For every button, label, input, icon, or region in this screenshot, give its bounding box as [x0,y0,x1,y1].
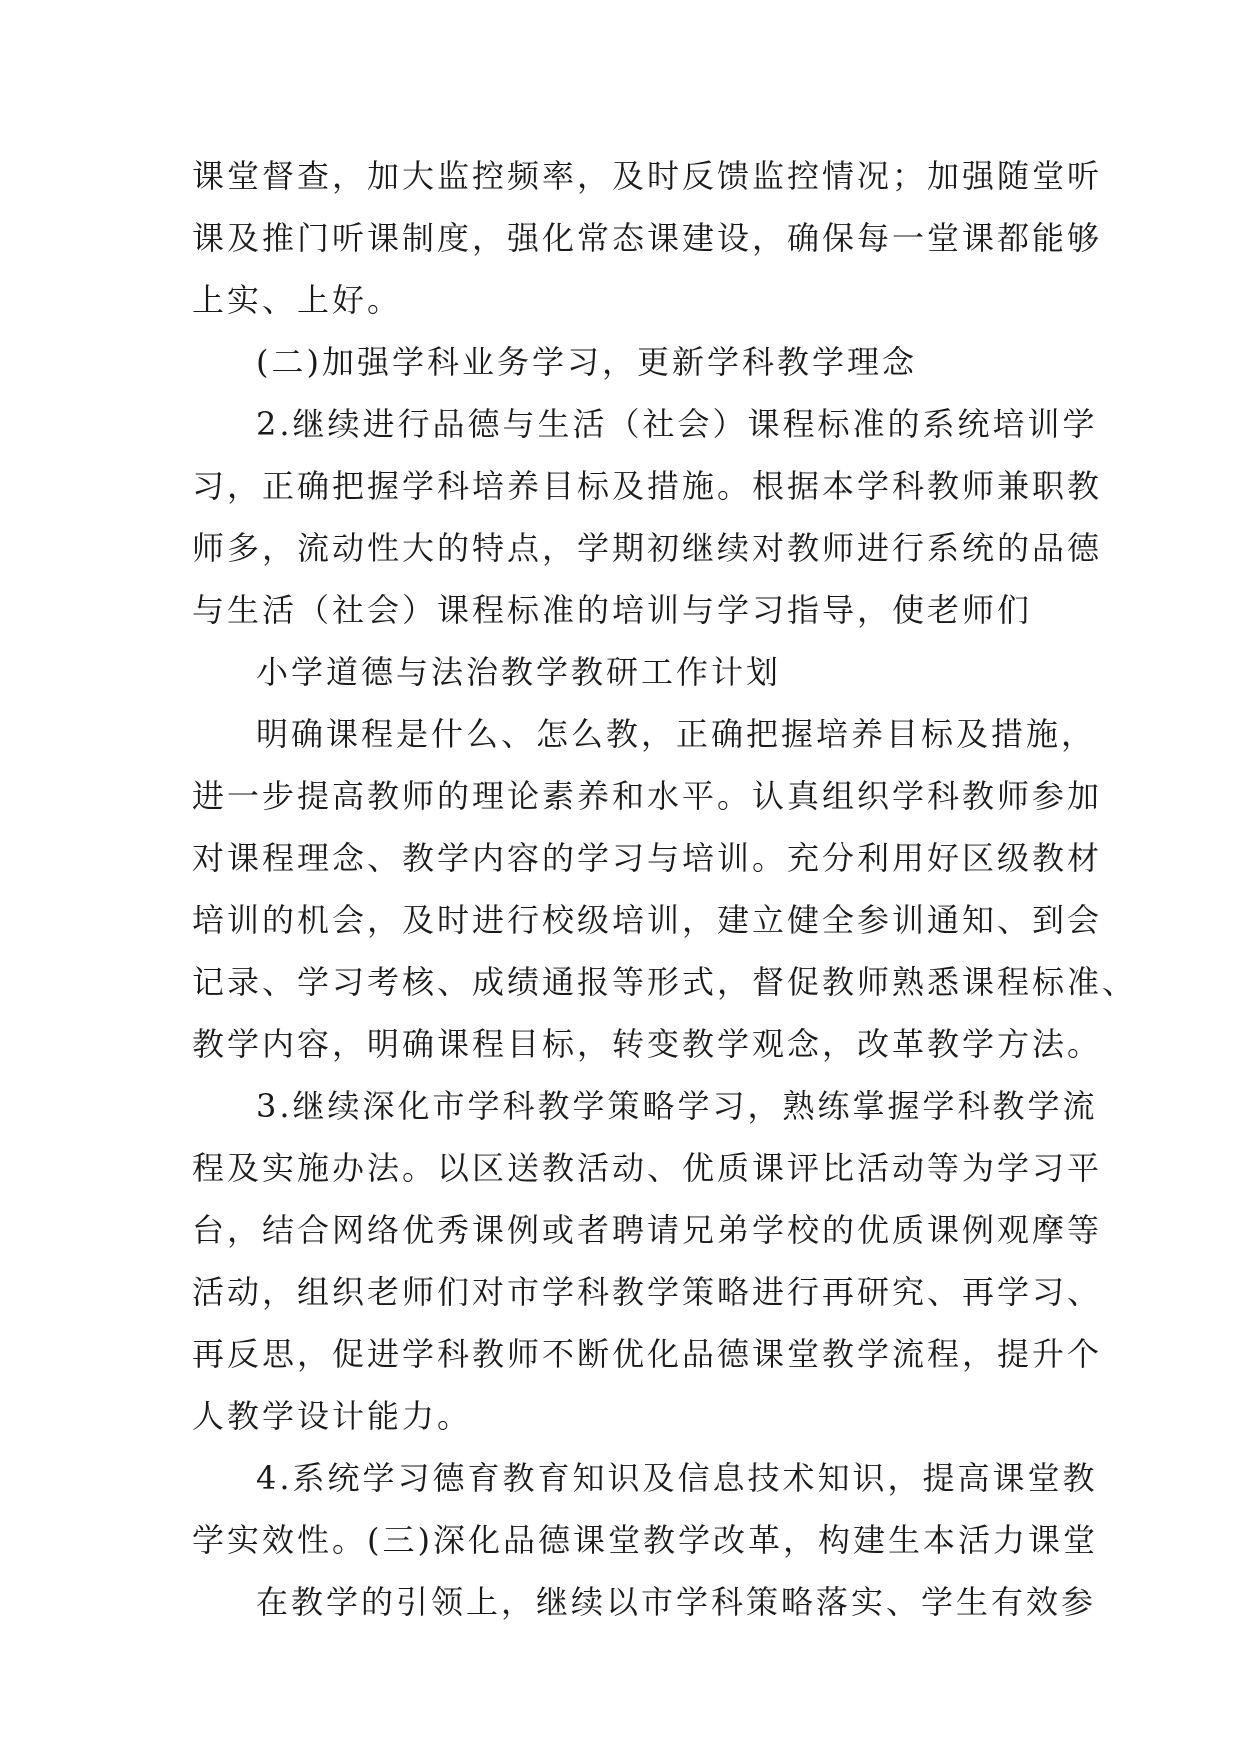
text-line: 再反思，促进学科教师不断优化品德课堂教学流程，提升个 [192,1335,1103,1373]
text-line: 习，正确把握学科培养目标及措施。根据本学科教师兼职教 [192,467,1103,505]
document-title: 小学道德与法治教学教研工作计划 [256,653,782,691]
text-line: 人教学设计能力。 [192,1397,473,1435]
text-line: 进一步提高教师的理论素养和水平。认真组织学科教师参加 [192,777,1103,815]
text-line: 师多，流动性大的特点，学期初继续对教师进行系统的品德 [192,529,1103,567]
text-line: 明确课程是什么、怎么教，正确把握培养目标及措施， [256,715,1097,753]
section-heading: (二)加强学科业务学习，更新学科教学理念 [256,343,917,381]
text-line: 上实、上好。 [192,281,403,319]
text-line: 3.继续深化市学科教学策略学习，熟练掌握学科教学流 [256,1087,1098,1125]
text-line: 课及推门听课制度，强化常态课建设，确保每一堂课都能够 [192,219,1103,257]
text-line: 在教学的引领上，继续以市学科策略落实、学生有效参 [256,1583,1097,1621]
text-line: 活动，组织老师们对市学科教学策略进行再研究、再学习、 [192,1273,1103,1311]
text-line: 教学内容，明确课程目标，转变教学观念，改革教学方法。 [192,1025,1103,1063]
text-line: 与生活（社会）课程标准的培训与学习指导，使老师们 [192,591,1033,629]
text-line: 台，结合网络优秀课例或者聘请兄弟学校的优质课例观摩等 [192,1211,1103,1249]
text-line: 记录、学习考核、成绩通报等形式，督促教师熟悉课程标准、 [192,963,1138,1001]
text-line: 培训的机会，及时进行校级培训，建立健全参训通知、到会 [192,901,1103,939]
text-line: 学实效性。(三)深化品德课堂教学改革，构建生本活力课堂 [192,1521,1098,1559]
text-line: 程及实施办法。以区送教活动、优质课评比活动等为学习平 [192,1149,1103,1187]
text-line: 2.继续进行品德与生活（社会）课程标准的系统培训学 [256,405,1098,443]
text-line: 课堂督查，加大监控频率，及时反馈监控情况；加强随堂听 [192,157,1103,195]
text-line: 4.系统学习德育教育知识及信息技术知识，提高课堂教 [256,1459,1098,1497]
text-line: 对课程理念、教学内容的学习与培训。充分利用好区级教材 [192,839,1103,877]
